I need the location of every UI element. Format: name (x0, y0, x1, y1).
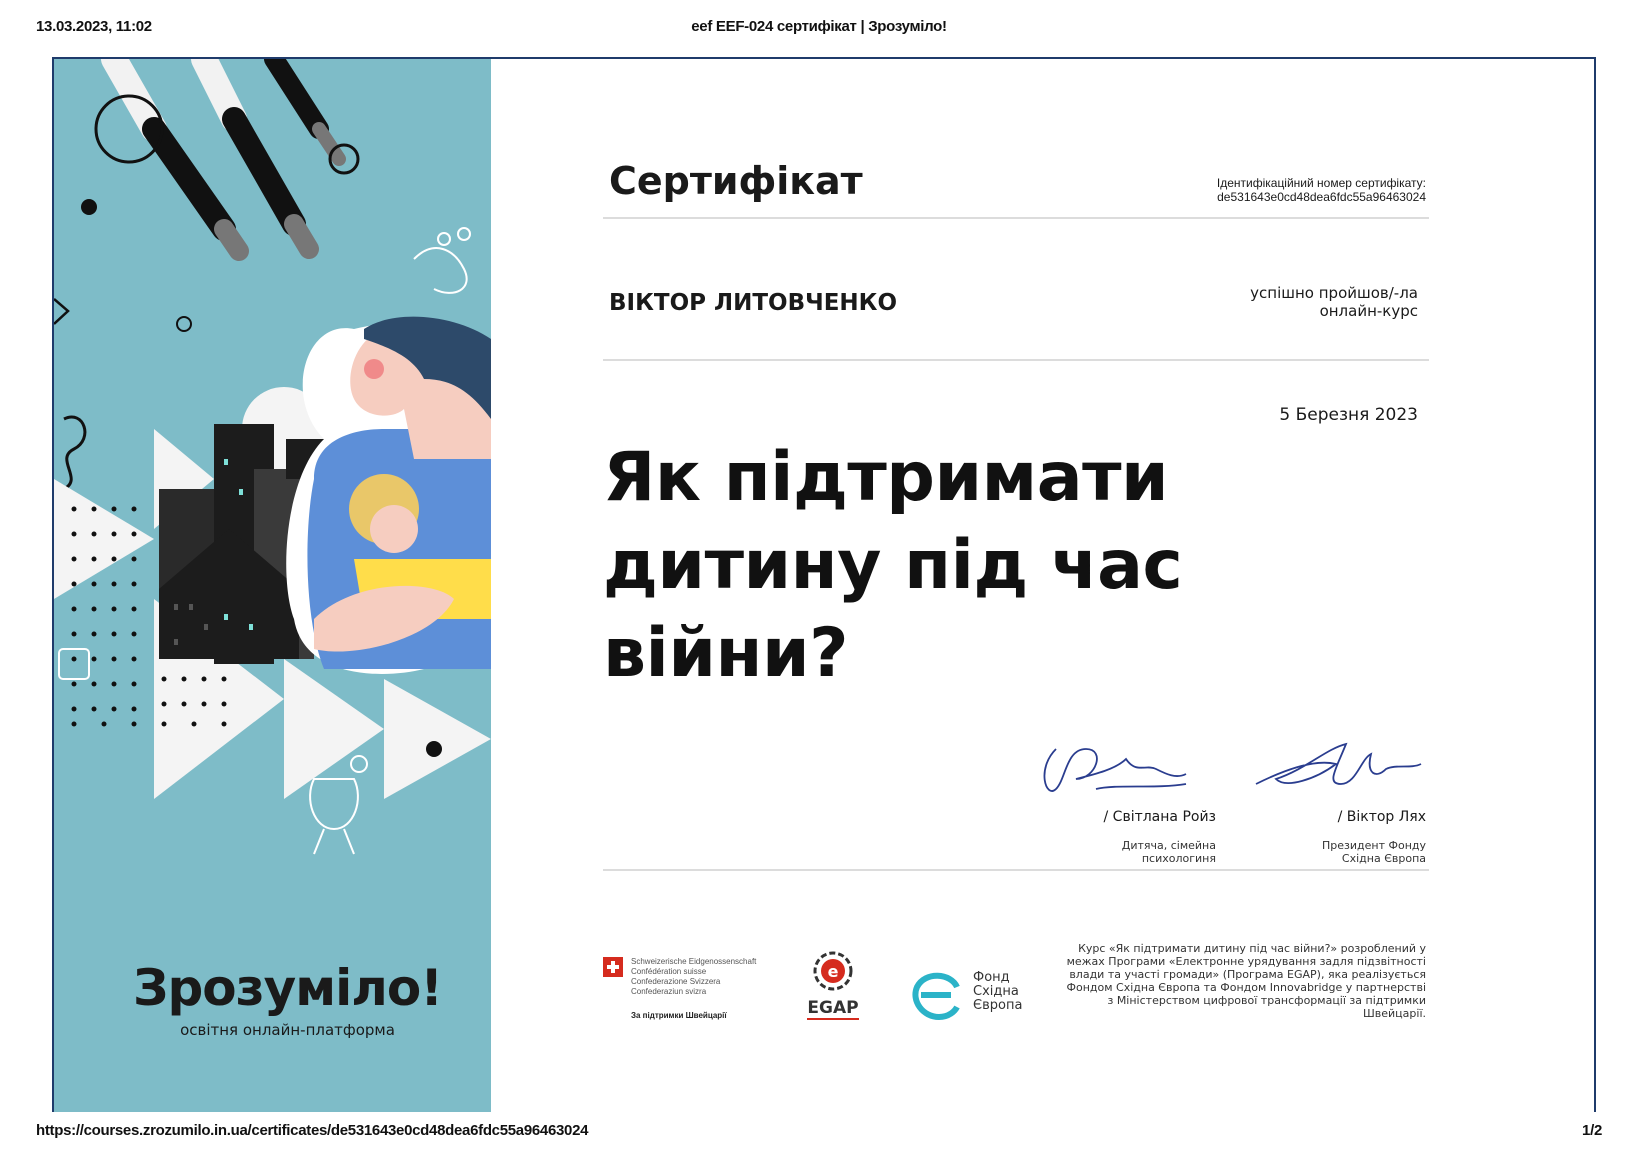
signer-name: / Віктор Лях (1337, 809, 1426, 825)
signer-role-line-2: Східна Європа (1341, 852, 1426, 865)
illustration (54, 59, 491, 1112)
certificate-content (491, 59, 1596, 1112)
course-title-line-2: дитину під час (603, 526, 1183, 605)
signer-role (1036, 839, 1216, 865)
signature-liakh (1246, 739, 1426, 799)
course-footnote: Курс «Як підтримати дитину під час війни?» розроблений у межах Програми «Електронне урядування задля підзвітності влади та участі громади» (Програма EGAP), яка реалізується Фондом Східна Європа та Фондом Innovabridge у партнерстві з Міністерством цифрової трансформації за підтримки Швейцарії. (1066, 942, 1426, 1020)
passed-line-2: онлайн-курс (1319, 302, 1418, 320)
signature-block-liakh (1246, 739, 1426, 865)
fund-east-europe-logo (911, 969, 1051, 1026)
egap-label: EGAP (807, 998, 859, 1018)
fund-emblem-icon (911, 969, 963, 1021)
certificate (52, 57, 1596, 1112)
print-page-number: 1/2 (1582, 1122, 1602, 1139)
fund-name-line: Європа (973, 998, 1023, 1013)
signer-role-line-2: психологиня (1141, 852, 1216, 865)
brand-logo-text: Зрозуміло! (132, 959, 443, 1017)
issue-date: 5 Березня 2023 (1279, 405, 1418, 425)
brand-tagline: освітня онлайн-платформа (180, 1021, 395, 1039)
passed-line-1: успішно пройшов/-ла (1250, 284, 1418, 302)
egap-logo (798, 949, 868, 1020)
certificate-title: Сертифікат (609, 159, 863, 203)
fund-name (973, 971, 1022, 1013)
print-datetime: 13.03.2023, 11:02 (36, 18, 152, 35)
signer-role-line-1: Президент Фонду (1322, 839, 1426, 852)
certificate-id-value: de531643e0cd48dea6fdc55a96463024 (1217, 190, 1426, 204)
print-url: https://courses.zrozumilo.in.ua/certificates/de531643e0cd48dea6fdc55a96463024 (36, 1122, 589, 1139)
swiss-line: Confederaziun svizra (631, 987, 707, 996)
egap-emblem-icon (811, 949, 855, 993)
partner-logos (603, 949, 1103, 1039)
illustration-panel (54, 59, 491, 1112)
fund-name-line: Фонд (973, 970, 1010, 985)
swiss-line: Schweizerische Eidgenossenschaft (631, 957, 757, 966)
signer-name: / Світлана Ройз (1103, 809, 1216, 825)
signer-role-line-1: Дитяча, сімейна (1121, 839, 1216, 852)
signature-roiz (1036, 739, 1216, 799)
divider (603, 869, 1429, 871)
swiss-line: Confederazione Svizzera (631, 977, 721, 986)
course-title (603, 434, 1303, 698)
signer-role (1246, 839, 1426, 865)
swiss-line: Confédération suisse (631, 967, 707, 976)
brand-block (54, 959, 491, 1039)
certificate-id-label: Ідентифікаційний номер сертифікату: (1216, 176, 1426, 190)
course-title-line-1: Як підтримати (603, 438, 1169, 517)
divider (603, 217, 1429, 219)
swiss-logo (603, 957, 773, 1021)
svg-text:e: e (827, 962, 839, 981)
signature-block-roiz (1036, 739, 1216, 865)
divider (603, 359, 1429, 361)
print-page-title: eef EEF-024 сертифікат | Зрозуміло! (691, 18, 947, 35)
passed-text (1250, 284, 1418, 320)
course-title-line-3: війни? (603, 614, 849, 693)
swiss-support-text: За підтримки Швейцарії (631, 1011, 727, 1020)
certificate-id (1217, 176, 1426, 204)
recipient-name: ВІКТОР ЛИТОВЧЕНКО (609, 290, 898, 316)
swiss-flag-icon (603, 957, 623, 977)
fund-name-line: Східна (973, 984, 1019, 999)
